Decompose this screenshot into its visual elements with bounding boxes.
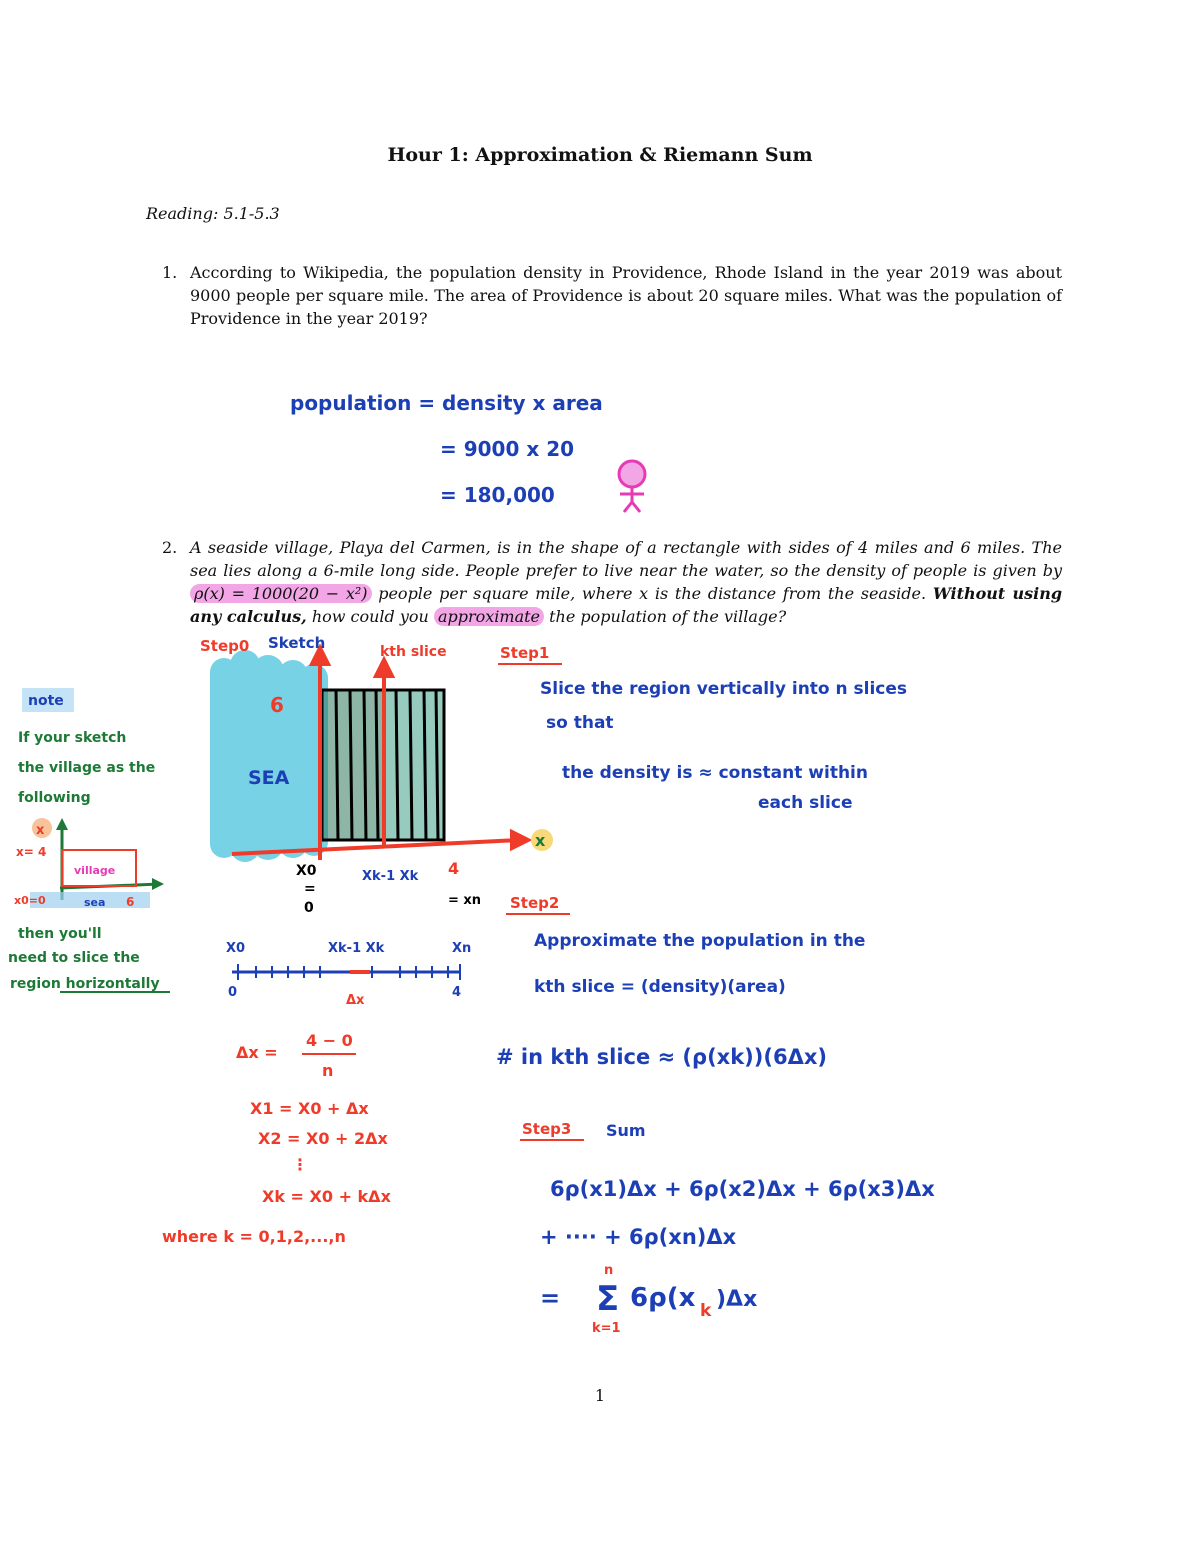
note-x4: x= 4 — [16, 845, 47, 859]
number-line-x0: X0 — [226, 941, 246, 956]
q1-work-line3: = 180,000 — [440, 483, 555, 507]
x0-label: X0 — [296, 863, 317, 879]
xk-labels: Xk-1 Xk — [362, 869, 419, 884]
note-line1: If your sketch — [18, 730, 127, 746]
number-line-four: 4 — [452, 985, 462, 1000]
sigma-symbol: Σ — [596, 1279, 620, 1319]
sum-label: Sum — [606, 1121, 646, 1140]
sigma-lower-limit: k=1 — [592, 1321, 621, 1336]
note-label: note — [28, 693, 64, 709]
question-2-text-before: A seaside village, Playa del Carmen, is in the shape of a rectangle with sides of 4 miles and 6 miles. The sea lies along a 6-mile long side. People prefer to live near the water, so the density of people is given by — [190, 538, 1062, 580]
side-six-label: 6 — [270, 693, 284, 717]
step0-label: Step0 — [200, 637, 250, 655]
page-number: 1 — [594, 1386, 606, 1405]
step2-line1: Approximate the population in the — [534, 931, 866, 951]
number-line-zero: 0 — [228, 985, 238, 1000]
step2-line2: kth slice = (density)(area) — [534, 977, 786, 997]
dx-denominator: n — [322, 1061, 334, 1080]
dx-definition: Δx = — [236, 1043, 278, 1062]
summand-part-b: )Δx — [716, 1287, 758, 1312]
step2-block — [496, 894, 865, 1069]
question-1-number: 1. — [162, 263, 178, 282]
number-line-xn: Xn — [452, 941, 472, 956]
approximate-highlight: approximate — [434, 607, 544, 626]
note-village: village — [74, 864, 116, 877]
note-block — [8, 688, 170, 992]
question-2-number: 2. — [162, 538, 178, 557]
sea-label: SEA — [248, 767, 290, 789]
q1-work — [290, 391, 603, 507]
step3-label: Step3 — [522, 1120, 572, 1138]
note-sea: sea — [84, 896, 106, 909]
question-2-text-mid: how could you — [311, 607, 429, 626]
kth-slice-label: kth slice — [380, 644, 447, 660]
question-2-text-after: people per square mile, where x is the distance from the seaside. — [378, 584, 927, 603]
note-y-label: x — [36, 823, 45, 838]
q1-work-line2: = 9000 x 20 — [440, 437, 575, 461]
right-edge-four: 4 — [448, 859, 460, 878]
question-2-text-end: the population of the village? — [549, 607, 787, 626]
xk-formula: Xk = X0 + kΔx — [262, 1187, 391, 1206]
number-line-dx: Δx — [346, 993, 365, 1008]
note-line2: the village as the — [18, 760, 156, 776]
step1-line3: the density is ≈ constant within — [562, 763, 868, 783]
x0-equals: = — [304, 881, 316, 897]
dots: ⋮ — [292, 1155, 308, 1174]
x-axis-label: x — [535, 831, 546, 850]
xn-label: = xn — [448, 893, 482, 908]
where-k-range: where k = 0,1,2,...,n — [162, 1227, 346, 1246]
step2-line3: # in kth slice ≈ (ρ(xk))(6Δx) — [496, 1045, 827, 1069]
note-line6: region horizontally — [10, 976, 160, 992]
x1-formula: X1 = X0 + Δx — [250, 1099, 369, 1118]
number-line — [226, 941, 471, 1008]
reading-assignment: Reading: 5.1-5.3 — [146, 204, 280, 223]
question-1-text: According to Wikipedia, the population density in Providence, Rhode Island in the year 2019 was about 9000 people per square mile. The area of Providence is about 20 square miles. What was the population of Providence in the year 2019? — [190, 263, 1062, 328]
step1-line1: Slice the region vertically into n slices — [540, 679, 908, 699]
sketch-label: Sketch — [268, 634, 326, 652]
note-x0: x0=0 — [14, 894, 46, 907]
number-line-xk: Xk-1 Xk — [328, 941, 385, 956]
smiley-figure-icon — [619, 461, 645, 512]
note-line4: then you'll — [18, 926, 102, 942]
step1-label: Step1 — [500, 644, 550, 662]
x2-formula: X2 = X0 + 2Δx — [258, 1129, 388, 1148]
step3-line2: + ···· + 6ρ(xn)Δx — [540, 1225, 737, 1249]
note-line5: need to slice the — [8, 950, 140, 966]
step1-block — [498, 644, 907, 813]
summand-part-a: 6ρ(x — [630, 1283, 696, 1313]
q1-work-line1: population = density x area — [290, 391, 603, 415]
summand-subscript-k: k — [700, 1301, 712, 1321]
sigma-upper-limit: n — [604, 1263, 614, 1278]
step3-line1: 6ρ(x1)Δx + 6ρ(x2)Δx + 6ρ(x3)Δx — [550, 1177, 935, 1201]
sea-region — [210, 650, 328, 862]
step3-block — [520, 1120, 935, 1336]
step3-equals: = — [540, 1284, 561, 1312]
x0-zero: 0 — [304, 900, 314, 916]
delta-x-work — [162, 1031, 392, 1246]
dx-numerator: 4 − 0 — [306, 1031, 353, 1050]
step1-line2: so that — [546, 713, 614, 733]
note-six: 6 — [126, 895, 135, 909]
density-formula-highlight: ρ(x) = 1000(20 − x²) — [190, 584, 372, 603]
step2-label: Step2 — [510, 894, 560, 912]
without-calculus-phrase: Without using any calculus, — [190, 584, 1063, 626]
note-line3: following — [18, 790, 91, 806]
step1-line4: each slice — [758, 793, 853, 813]
page-title: Hour 1: Approximation & Riemann Sum — [387, 144, 813, 166]
